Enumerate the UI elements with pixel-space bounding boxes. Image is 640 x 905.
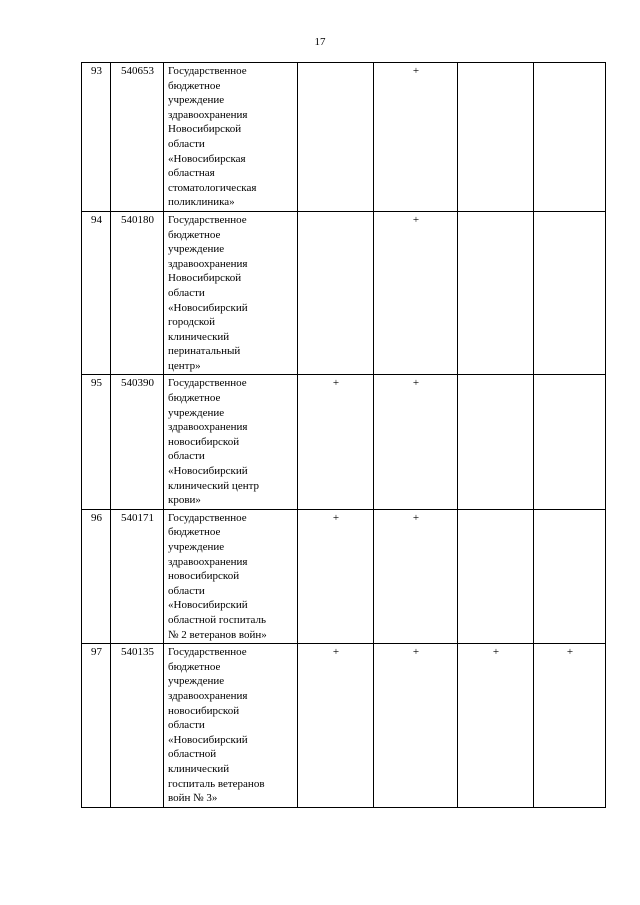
mark-cell-3 (458, 509, 534, 643)
name-line: бюджетное (168, 228, 221, 241)
name-line: областной госпиталь (168, 613, 267, 626)
table-row (82, 509, 606, 643)
name-line: бюджетное (168, 526, 221, 539)
name-line: учреждение (168, 94, 225, 107)
mark-cell-4 (534, 211, 606, 375)
mark-cell-2: + (374, 509, 458, 643)
mark-cell-4 (534, 509, 606, 643)
name-line: клинический (168, 330, 230, 343)
name-line: области (168, 137, 205, 150)
page-number: 17 (314, 36, 326, 48)
mark-cell-3 (458, 375, 534, 509)
mark-cell-3: + (458, 644, 534, 808)
name-line: здравоохранения (168, 257, 248, 270)
row-number: 95 (82, 375, 111, 509)
row-institution-name (164, 63, 298, 212)
row-institution-name (164, 375, 298, 509)
name-line: новосибирской (168, 435, 240, 448)
mark-cell-4 (534, 375, 606, 509)
name-line: «Новосибирская (168, 152, 246, 165)
name-line: области (168, 286, 205, 299)
name-line: здравоохранения (168, 689, 248, 702)
mark-cell-2: + (374, 644, 458, 808)
name-line: областная (168, 167, 215, 180)
mark-cell-1: + (298, 644, 374, 808)
mark-cell-1: + (298, 375, 374, 509)
name-line: здравоохранения (168, 421, 248, 434)
row-number: 97 (82, 644, 111, 808)
name-line: областной (168, 748, 217, 761)
name-line: госпиталь ветеранов (168, 777, 265, 790)
table-row (82, 63, 606, 212)
mark-cell-2: + (374, 63, 458, 212)
name-line: Новосибирской (168, 272, 242, 285)
mark-cell-1 (298, 211, 374, 375)
row-number: 94 (82, 211, 111, 375)
name-line: «Новосибирский (168, 733, 248, 746)
mark-cell-3 (458, 211, 534, 375)
name-line: стоматологическая (168, 181, 257, 194)
mark-cell-2: + (374, 211, 458, 375)
name-line: области (168, 450, 205, 463)
name-line: № 2 ветеранов войн» (168, 628, 267, 641)
name-line: здравоохранения (168, 555, 248, 568)
mark-cell-3 (458, 63, 534, 212)
name-line: учреждение (168, 406, 225, 419)
name-line: клинический центр (168, 479, 260, 492)
name-line: Государственное (168, 646, 247, 659)
name-line: «Новосибирский (168, 599, 248, 612)
row-code: 540180 (111, 211, 164, 375)
registry-table-body (82, 63, 606, 808)
name-line: крови» (168, 494, 201, 507)
name-line: бюджетное (168, 79, 221, 92)
name-line: Государственное (168, 65, 247, 77)
name-line: центр» (168, 359, 201, 372)
name-line: Новосибирской (168, 123, 242, 136)
name-line: войн № 3» (168, 792, 218, 805)
table-row (82, 375, 606, 509)
name-line: Государственное (168, 213, 247, 226)
name-line: учреждение (168, 243, 225, 256)
name-line: «Новосибирский (168, 301, 248, 314)
name-line: здравоохранения (168, 108, 248, 121)
row-code: 540390 (111, 375, 164, 509)
name-line: новосибирской (168, 704, 240, 717)
mark-cell-2: + (374, 375, 458, 509)
row-number: 96 (82, 509, 111, 643)
name-line: учреждение (168, 675, 225, 688)
name-line: городской (168, 316, 216, 329)
row-institution-name (164, 509, 298, 643)
name-line: «Новосибирский (168, 465, 248, 478)
mark-cell-1 (298, 63, 374, 212)
name-line: Государственное (168, 377, 247, 390)
registry-table (81, 62, 606, 808)
row-institution-name (164, 644, 298, 808)
row-number: 93 (82, 63, 111, 212)
name-line: клинический (168, 762, 230, 775)
row-code: 540653 (111, 63, 164, 212)
table-row (82, 211, 606, 375)
name-line: бюджетное (168, 660, 221, 673)
mark-cell-1: + (298, 509, 374, 643)
name-line: области (168, 584, 205, 597)
name-line: новосибирской (168, 570, 240, 583)
mark-cell-4 (534, 63, 606, 212)
table-row (82, 644, 606, 808)
name-line: учреждение (168, 541, 225, 553)
row-code: 540171 (111, 509, 164, 643)
mark-cell-4: + (534, 644, 606, 808)
row-code: 540135 (111, 644, 164, 808)
name-line: бюджетное (168, 392, 221, 405)
row-institution-name (164, 211, 298, 375)
name-line: Государственное (168, 511, 247, 524)
name-line: поликлиника» (168, 196, 235, 209)
name-line: перинатальный (168, 345, 241, 358)
name-line: области (168, 719, 205, 732)
